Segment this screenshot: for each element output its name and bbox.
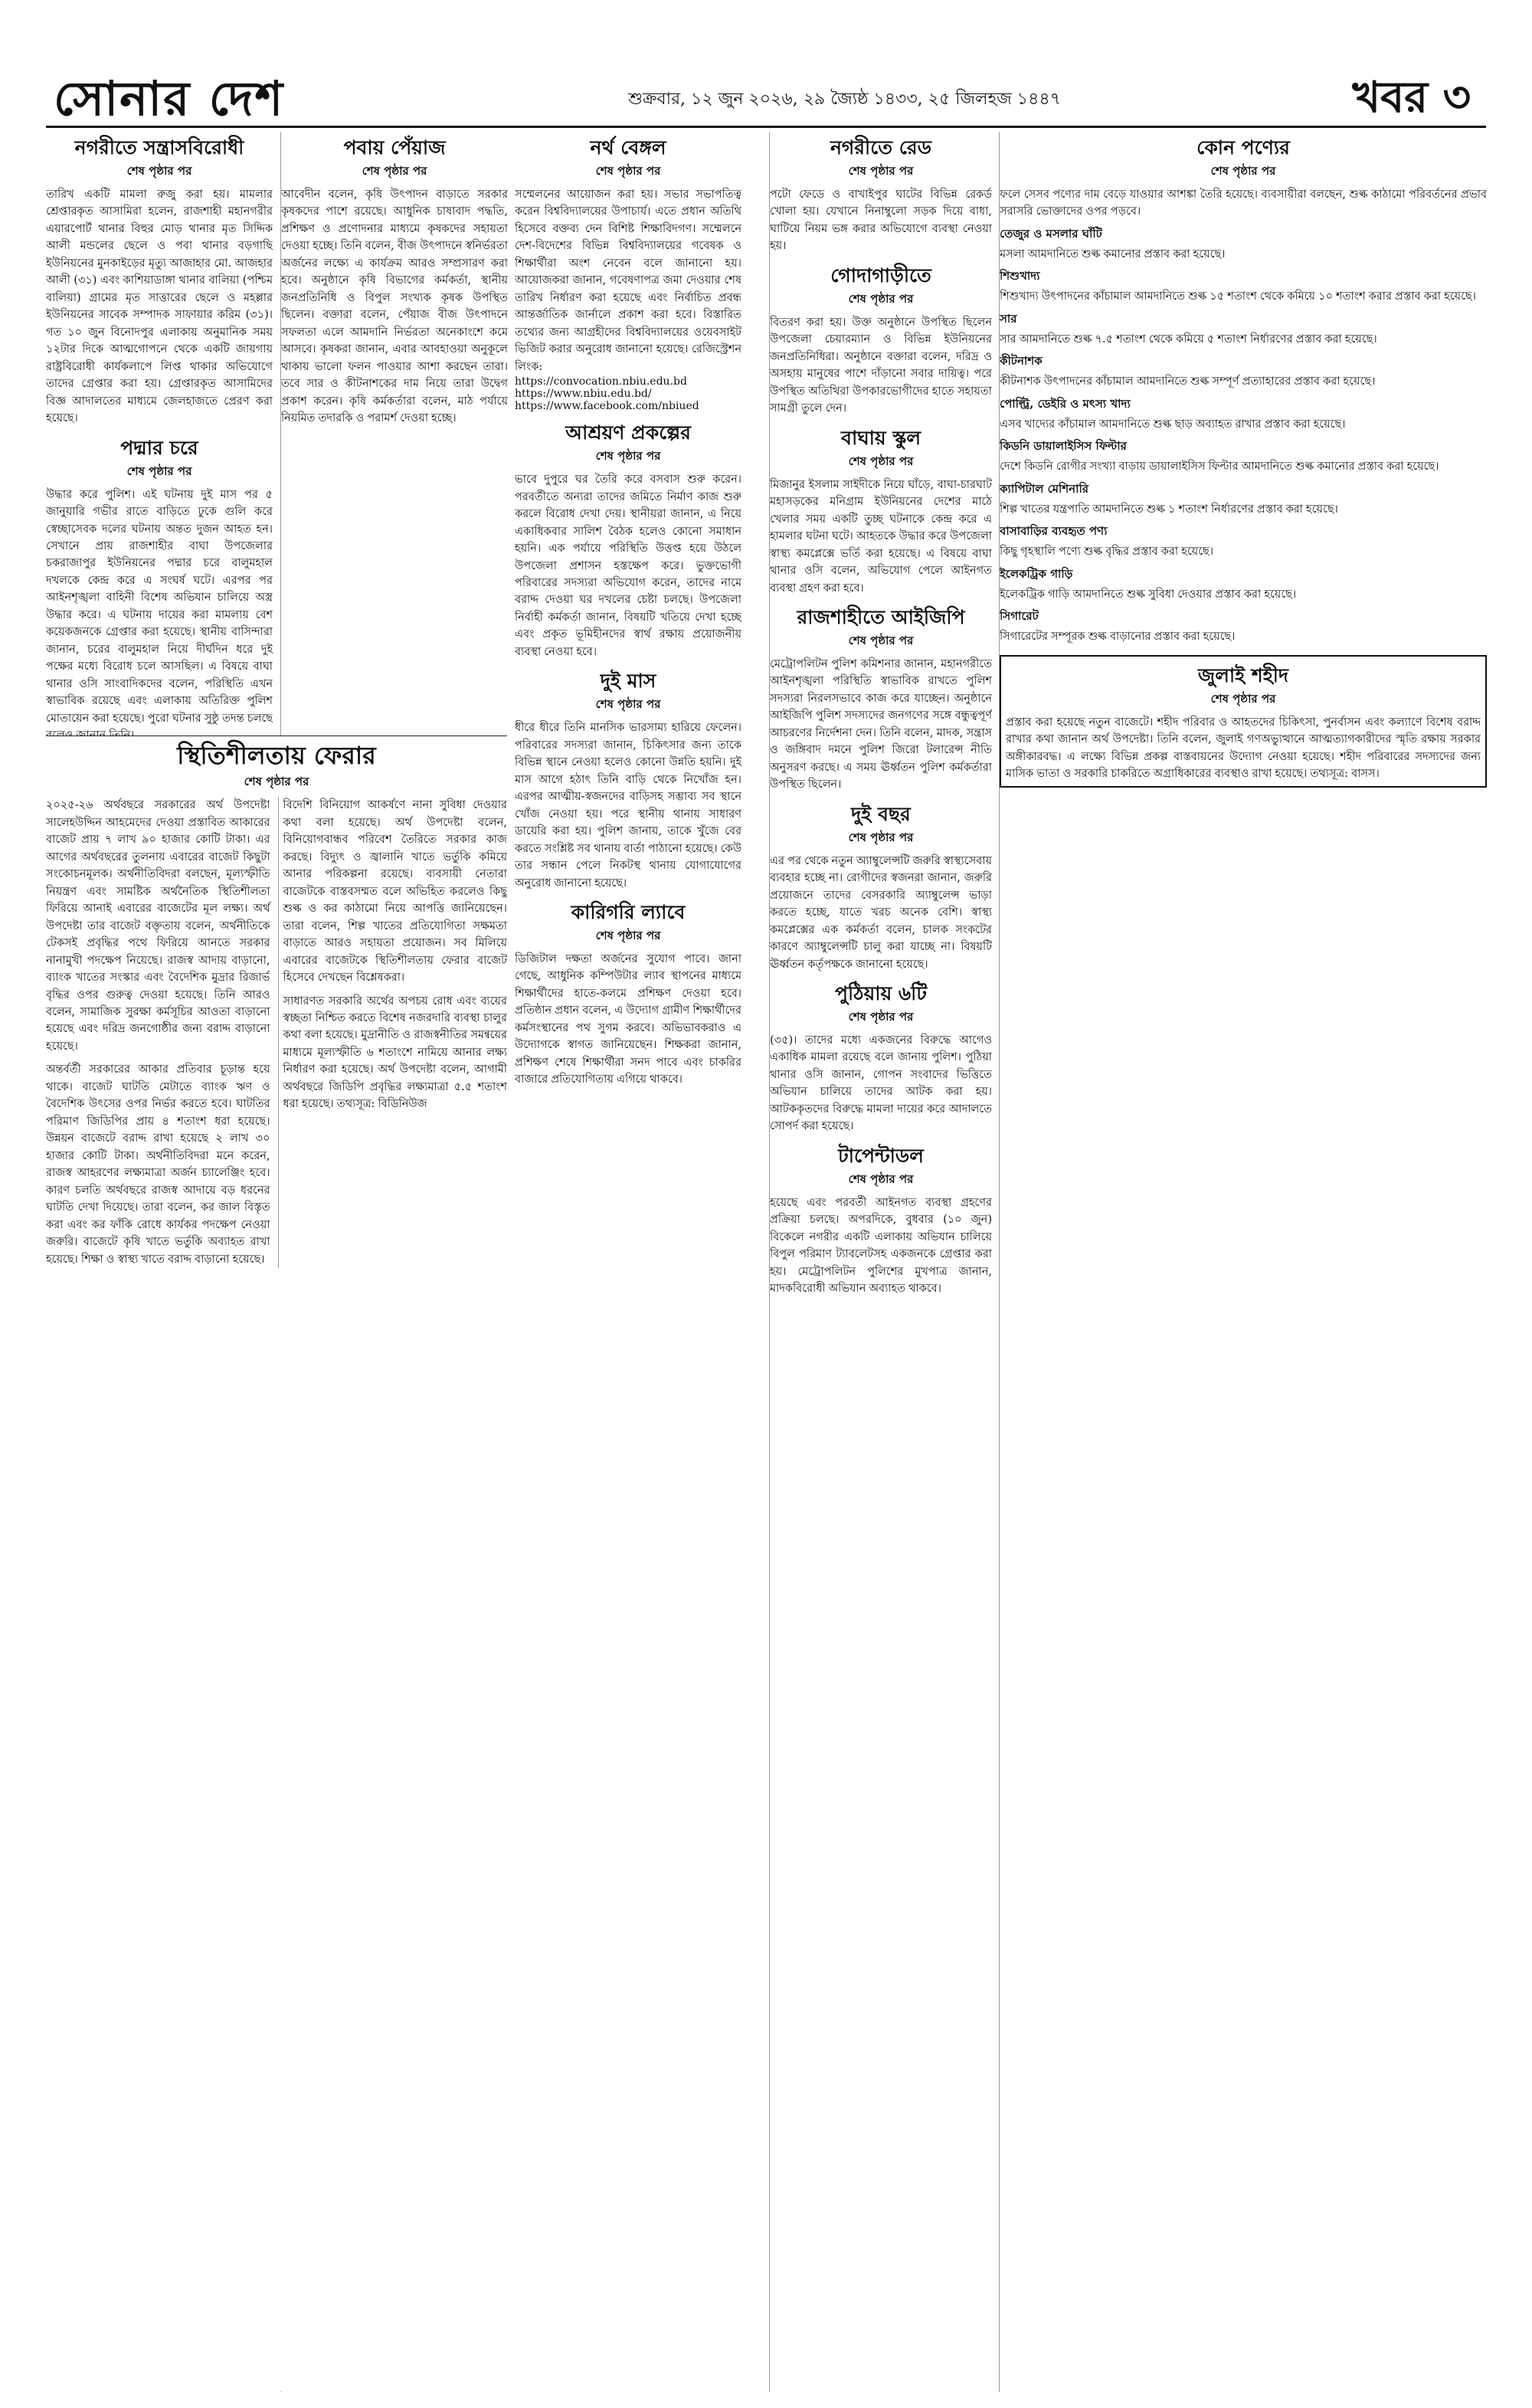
masthead xyxy=(46,60,1486,128)
tariff-item-text: মসলা আমদানিতে শুল্ক কমানোর প্রস্তাব করা হয়েছে। xyxy=(1000,247,1226,260)
column-3 xyxy=(515,132,741,2392)
tariff-item-name: ইলেকট্রিক গাড়ি xyxy=(1000,566,1073,581)
headline: আশ্রয়ণ প্রকল্পের xyxy=(565,421,691,444)
story-padmar-chore xyxy=(46,437,273,745)
story-stitishilota xyxy=(46,736,507,2391)
story-body: বিদেশি বিনিয়োগ আকর্ষণে নানা সুবিধা দেওয়ার কথা বলা হয়েছে। অর্থ উপদেষ্টা বলেন, বিনিয়োগবান্ধব পরিবেশ তৈরিতে সরকার কাজ করছে। বিদ্যুৎ ও জ্বালানি খাতে ভর্তুকি কমিয়ে আনার পরিকল্পনা রয়েছে। ব্যবসায়ী নেতারা বাজেটকে বাস্তবসম্মত বলে অভিহিত করলেও কিছু শুল্ক ও কর কাঠামো নিয়ে আপত্তি জানিয়েছেন। তারা বলেন, শিল্প খাতের প্রতিযোগিতা সক্ষমতা বাড়াতে আরও সহায়তা প্রয়োজন। সব মিলিয়ে এবারের বাজেটকে স্থিতিশীলতায় ফেরার বাজেট হিসেবে দেখছেন বিশ্লেষকরা। xyxy=(283,799,507,984)
story-body: তারিখ একটি মামলা রুজু করা হয়। মামলার শ্রেপ্তারকৃত আসামিরা হলেন, রাজশাহী মহানগরীর এয়ারপোর্ট থানার বিহুর মোড় থানার মৃত সিদ্দিক আলী মন্ডলের ছেলে ও পবা থানার বড়গাছি ইউনিয়নের মুনকাইড়ের মৃত্যু আজাহার মো. আজহার আলী (৩১) এবং কাশিয়াডাঙ্গা থানার বালিয়া (পশ্চিম বালিয়া) গ্রামের মৃত সাত্তারের ছেলে ও মহল্লার ইউনিয়নের সাবেক সম্পাদক সাফায়ার করিম (৩১)। গত ১০ জুন বিনোদপুর এলাকায় অনুমানিক সময় ১২টার দিকে আত্মগোপনে থেকে একটি জায়গায় রাষ্ট্রবিরোধী কার্যকলাপে লিপ্ত থাকার অভিযোগে তাদের গ্রেপ্তার করা হয়। গ্রেপ্তারকৃত আসামিদের বিজ্ঞ আদালতের মাধ্যমে জেলহাজতে প্রেরণ করা হয়েছে। xyxy=(46,188,273,425)
headline: দুই মাস xyxy=(600,670,656,693)
continued-label: শেষ পৃষ্ঠার পর xyxy=(126,464,192,478)
story-rajshahi-igp xyxy=(770,606,992,794)
continued-label: শেষ পৃষ্ঠার পর xyxy=(595,449,661,464)
continued-label: শেষ পৃষ্ঠার পর xyxy=(848,1010,914,1024)
tariff-item-text: সার আমদানিতে শুল্ক ৭.৫ শতাংশ থেকে কমিয়ে ৫ শতাংশ নির্ধারণের প্রস্তাব করা হয়েছে। xyxy=(1000,333,1377,346)
headline: টাপেন্টাডল xyxy=(838,1144,924,1167)
dateline: শুক্রবার, ১২ জুন ২০২৬, ২৯ জ্যৈষ্ঠ ১৪৩৩, ২৫ জিলহজ ১৪৪৭ xyxy=(628,90,1061,109)
story-body: পটো ফেডে ও বাখাইপুর ঘাটের বিভিন্ন রেকর্ড খোলা হয়। যেখানে নিনাম্বুলো সড়ক দিয়ে বাধা, ঘাটিয়ে নিয়ম ভঙ্গ করার অভিযোগে ব্যবস্থা নেওয়া হয়। xyxy=(770,188,992,253)
continued-label: শেষ পৃষ্ঠার পর xyxy=(848,1171,914,1186)
story-col-b xyxy=(278,797,508,1268)
continued-label: শেষ পৃষ্ঠার পর xyxy=(848,830,914,844)
continued-label: শেষ পৃষ্ঠার পর xyxy=(848,291,914,306)
tariff-item-text: কীটনাশক উৎপাদনের কাঁচামাল আমদানিতে শুল্ক সম্পূর্ণ প্রত্যাহারের প্রস্তাব করা হয়েছে। xyxy=(1000,375,1376,388)
headline: কোন পণ্যের xyxy=(1196,136,1290,159)
story-body: মেট্রোপলিটন পুলিশ কমিশনার জানান, মহানগরীতে আইনশৃঙ্খলা পরিস্থিতি স্বাভাবিক রাখতে পুলিশ সদস্যরা নিরলসভাবে কাজ করে যাচ্ছেন। অনুষ্ঠানে আইজিপি পুলিশ সদস্যদের জনগণের সঙ্গে বন্ধুত্বপূর্ণ আচরণের নির্দেশনা দেন। তিনি বলেন, মাদক, সন্ত্রাস ও জঙ্গিবাদ দমনে পুলিশ জিরো টলারেন্স নীতি অনুসরণ করছে। এ সময় ঊর্ধ্বতন পুলিশ কর্মকর্তারা উপস্থিত ছিলেন। xyxy=(770,657,992,791)
continued-label: শেষ পৃষ্ঠার পর xyxy=(362,164,427,178)
tariff-item-name: ক্যাপিটাল মেশিনারি xyxy=(1000,481,1089,496)
story-bagha-school xyxy=(770,427,992,597)
story-columns xyxy=(46,797,507,1268)
continued-label: শেষ পৃষ্ঠার পর xyxy=(848,164,914,178)
continued-label: শেষ পৃষ্ঠার পর xyxy=(848,633,914,647)
tariff-item-name: সার xyxy=(1000,311,1017,326)
newspaper-logo: সোনার দেশ xyxy=(54,70,285,126)
headline: স্থিতিশীলতায় ফেরার xyxy=(177,741,376,770)
continued-label: শেষ পৃষ্ঠার পর xyxy=(1210,164,1276,178)
tariff-item-name: সিগারেট xyxy=(1000,609,1039,624)
story-body: ভাবে দুপুরে ঘর তৈরি করে বসবাস শুরু করেন। পরবর্তীতে অন্যরা তাদের জমিতে নির্মাণ কাজ শুরু করলে বিরোধ দেখা দেয়। স্থানীয়রা জানান, এ নিয়ে একাধিকবার সালিশ বৈঠক হলেও কোনো সমাধান হয়নি। এক পর্যায়ে পরিস্থিতি উত্তপ্ত হয়ে উঠলে উপজেলা প্রশাসন হস্তক্ষেপ করে। ভুক্তভোগী পরিবারের সদস্যরা অভিযোগ করেন, তাদের নামে বরাদ্দ দেওয়া ঘর দখলের চেষ্টা চলছে। উপজেলা নির্বাহী কর্মকর্তা জানান, বিষয়টি খতিয়ে দেখা হচ্ছে এবং প্রকৃত ভূমিহীনদের স্বার্থ রক্ষায় প্রয়োজনীয় ব্যবস্থা নেওয়া হবে। xyxy=(515,473,741,658)
continued-label: শেষ পৃষ্ঠার পর xyxy=(1210,691,1276,706)
tariff-item-name: কীটনাশক xyxy=(1000,354,1043,369)
headline: গোদাগাড়ীতে xyxy=(830,264,931,287)
tariff-item-text: শিল্প খাতের যন্ত্রপাতি আমদানিতে শুল্ক ১ শতাংশ নির্ধারণের প্রস্তাব করা হয়েছে। xyxy=(1000,503,1338,516)
story-puthia xyxy=(770,982,992,1135)
link-convocation[interactable]: https://convocation.nbiu.edu.bd xyxy=(515,375,687,388)
story-body: ফলে সেসব পণ্যের দাম বেড়ে যাওয়ার আশঙ্কা তৈরি হয়েছে। ব্যবসায়ীরা বলছেন, শুল্ক কাঠামো পরিবর্তনের প্রভাব সরাসরি ভোক্তাদের ওপর পড়বে। xyxy=(1000,188,1487,218)
headline: পবায় পেঁয়াজ xyxy=(343,136,446,159)
headline: নগরীতে সন্ত্রাসবিরোধী xyxy=(74,136,244,159)
tariff-item-text: কিছু গৃহস্থালি পণ্যে শুল্ক বৃদ্ধির প্রস্তাব করা হয়েছে। xyxy=(1000,545,1213,559)
tariff-item-name: কিডনি ডায়ালাইসিস ফিল্টার xyxy=(1000,439,1127,454)
column-4 xyxy=(769,132,992,2392)
story-body: এর পর থেকে নতুন অ্যাম্বুলেন্সটি জরুরি স্বাস্থ্যসেবায় ব্যবহার হচ্ছে না। রোগীদের স্বজনরা জানান, জরুরি প্রয়োজনে তাদের বেসরকারি অ্যাম্বুলেন্স ভাড়া করতে হচ্ছে, যাতে খরচ অনেক বেশি। স্বাস্থ্য কমপ্লেক্সের এক কর্মকর্তা বলেন, চালক সংকটের কারণে অ্যাম্বুলেন্সটি চালু করা যাচ্ছে না। বিষয়টি ঊর্ধ্বতন কর্তৃপক্ষকে জানানো হয়েছে। xyxy=(770,854,992,971)
tariff-item-name: বাসাবাড়ির ব্যবহৃত পণ্য xyxy=(1000,524,1108,539)
headline: পদ্মার চরে xyxy=(120,436,198,459)
story-dui-bochor xyxy=(770,803,992,973)
continued-label: শেষ পৃষ্ঠার পর xyxy=(595,164,661,178)
story-body: ডিজিটাল দক্ষতা অর্জনের সুযোগ পাবে। জানা গেছে, আধুনিক কম্পিউটার ল্যাব স্থাপনের মাধ্যমে শিক্ষার্থীদের হাতে-কলমে প্রশিক্ষণ দেওয়া হবে। প্রতিষ্ঠান প্রধান বলেন, এ উদ্যোগ গ্রামীণ শিক্ষার্থীদের কর্মসংস্থানের পথ সুগম করবে। অভিভাবকরাও এ উদ্যোগকে স্বাগত জানিয়েছেন। শিক্ষকরা জানান, প্রশিক্ষণ শেষে শিক্ষার্থীরা সনদ পাবে এবং চাকরির বাজারে প্রতিযোগিতায় এগিয়ে থাকবে। xyxy=(515,953,741,1086)
story-nagorite-sontrash xyxy=(46,136,273,428)
story-godagari xyxy=(770,264,992,418)
link-website[interactable]: https://www.nbiu.edu.bd/ xyxy=(515,388,652,401)
tariff-item-text: দেশে কিডনি রোগীর সংখ্যা বাড়ায় ডায়ালাইসিস ফিল্টার আমদানিতে শুল্ক কমানোর প্রস্তাব করা হয়েছে। xyxy=(1000,460,1439,473)
tariff-item-list xyxy=(1000,225,1487,646)
tariff-item-text: শিশুখাদ্য উৎপাদনের কাঁচামাল আমদানিতে শুল্ক ১৫ শতাংশ থেকে কমিয়ে ১০ শতাংশ করার প্রস্তাব করা হয়েছে। xyxy=(1000,290,1476,303)
story-body: প্রস্তাব করা হয়েছে নতুন বাজেটে। শহীদ পরিবার ও আহতদের চিকিৎসা, পুনর্বাসন এবং কল্যাণে বিশেষ বরাদ্দ রাখার কথা জানান অর্থ উপদেষ্টা। তিনি বলেন, জুলাই গণঅভ্যুত্থানে আত্মত্যাগকারীদের স্মৃতি রক্ষায় সরকার অঙ্গীকারবদ্ধ। এ লক্ষ্যে বিভিন্ন প্রকল্প বাস্তবায়নের উদ্যোগ নেওয়া হয়েছে। শহীদ পরিবারের সদস্যদের জন্য মাসিক ভাতা ও সরকারি চাকরিতে অগ্রাধিকারের ব্যবস্থাও রাখা হয়েছে। তথ্যসূত্র: বাসস। xyxy=(1006,716,1481,781)
story-body: হয়েছে এবং পরবর্তী আইনগত ব্যবস্থা গ্রহণের প্রক্রিয়া চলছে। অপরদিকে, বুধবার (১০ জুন) বিকেলে নগরীর একটি এলাকায় অভিযান চালিয়ে বিপুল পরিমাণ ট্যাবলেটসহ একজনকে গ্রেপ্তার করা হয়। মেট্রোপলিটন পুলিশের মুখপাত্র জানান, মাদকবিরোধী অভিযান অব্যাহত থাকবে। xyxy=(770,1196,992,1296)
continued-label: শেষ পৃষ্ঠার পর xyxy=(848,454,914,468)
tariff-item-text: সিগারেটের সম্পূরক শুল্ক বাড়ানোর প্রস্তাব করা হয়েছে। xyxy=(1000,631,1236,644)
headline: দুই বছর xyxy=(851,802,911,825)
page-label xyxy=(1352,64,1471,136)
headline: পুঠিয়ায় ৬টি xyxy=(835,982,927,1004)
story-kon-poner xyxy=(1000,136,1487,646)
tariff-item-name: তেজুর ও মসলার ঘাঁটি xyxy=(1000,226,1102,241)
tariff-item-name: শিশুখাদ্য xyxy=(1000,269,1040,283)
story-ashroyon xyxy=(515,421,741,660)
story-tapentadol xyxy=(770,1145,992,1298)
story-body: অন্তর্বর্তী সরকারের আকার প্রতিবার চূড়ান্ত হয়ে থাকে। বাজেট ঘাটতি মেটাতে ব্যাংক ঋণ ও বৈদেশিক উৎসের ওপর নির্ভর করতে হবে। ঘাটতির পরিমাণ জিডিপির প্রায় ৪ শতাংশ ধরা হয়েছে। উন্নয়ন বাজেটে বরাদ্দ রাখা হয়েছে ২ লাখ ৩০ হাজার কোটি টাকা। অর্থনীতিবিদরা মনে করেন, রাজস্ব আহরণের লক্ষ্যমাত্রা অর্জন চ্যালেঞ্জিং হবে। কারণ চলতি অর্থবছরে রাজস্ব আদায়ে বড় ধরনের ঘাটতি দেখা দিয়েছে। তারা বলেন, কর জাল বিস্তৃত করা এবং কর ফাঁকি রোধে কার্যকর পদক্ষেপ নেওয়া জরুরি। বাজেটে কৃষি খাতে ভর্তুকি অব্যাহত রাখা হয়েছে। শিক্ষা ও স্বাস্থ্য খাতে বরাদ্দ বাড়ানো হয়েছে। xyxy=(46,1063,270,1266)
section-name: খবর xyxy=(1352,72,1429,123)
column-5 xyxy=(999,132,1487,2392)
headline: কারিগরি ল্যাবে xyxy=(571,901,686,923)
story-body: সাধারণত সরকারি অর্থের অপচয় রোধ এবং ব্যয়ের স্বচ্ছতা নিশ্চিত করতে বিশেষ নজরদারি ব্যবস্থা চালুর কথা বলা হয়েছে। মুদ্রানীতি ও রাজস্বনীতির সমন্বয়ের মাধ্যমে মূল্যস্ফীতি ৬ শতাংশে নামিয়ে আনার লক্ষ্য নির্ধারণ করা হয়েছে। অর্থ উপদেষ্টা বলেন, আগামী অর্থবছরে জিডিপি প্রবৃদ্ধির লক্ষ্যমাত্রা ৫.৫ শতাংশ ধরা হয়েছে। তথ্যসূত্র: বিডিনিউজ xyxy=(283,994,507,1111)
story-karigori xyxy=(515,901,741,1089)
continued-label: শেষ পৃষ্ঠার পর xyxy=(595,929,661,942)
headline: নগরীতে রেড xyxy=(830,136,931,159)
headline: রাজশাহীতে আইজিপি xyxy=(797,605,965,628)
headline: নর্থ বেঙ্গল xyxy=(590,136,666,159)
tariff-item-text: এসব খাদ্যের কাঁচামাল আমদানিতে শুল্ক ছাড় অব্যাহত রাখার প্রস্তাব করা হয়েছে। xyxy=(1000,418,1346,431)
tariff-item-name: পোল্ট্রি, ডেইরি ও মৎস্য খাদ্য xyxy=(1000,396,1131,411)
story-body: (৩৫)। তাদের মধ্যে একজনের বিরুদ্ধে আগেও একাধিক মামলা রয়েছে বলে জানায় পুলিশ। পুঠিয়া থানার ওসি জানান, গোপন সংবাদের ভিত্তিতে অভিযান চালিয়ে তাদের আটক করা হয়। আটককৃতদের বিরুদ্ধে মামলা দায়ের করে আদালতে সোপর্দ করা হয়েছে। xyxy=(770,1034,992,1133)
tariff-item-text: ইলেকট্রিক গাড়ি আমদানিতে শুল্ক সুবিধা দেওয়ার প্রস্তাব করা হয়েছে। xyxy=(1000,588,1297,601)
story-col-a xyxy=(46,797,270,1268)
story-dui-mas xyxy=(515,670,741,892)
headline: জুলাই শহীদ xyxy=(1197,663,1289,686)
story-body: আবেদীন বলেন, কৃষি উৎপাদন বাড়াতে সরকার কৃষকদের পাশে রয়েছে। আধুনিক চাষাবাদ পদ্ধতি, প্রশিক্ষণ ও প্রণোদনার মাধ্যমে কৃষকদের সহায়তা দেওয়া হচ্ছে। তিনি বলেন, বীজ উৎপাদনে স্বনির্ভরতা অর্জনের লক্ষ্যে এ কার্যক্রম আরও সম্প্রসারণ করা হবে। অনুষ্ঠানে কৃষি বিভাগের কর্মকর্তা, স্থানীয় জনপ্রতিনিধি ও বিপুল সংখ্যক কৃষক উপস্থিত ছিলেন। বক্তারা বলেন, পেঁয়াজ বীজ উৎপাদনে সফলতা এলে আমদানি নির্ভরতা অনেকাংশে কমে আসবে। কৃষকরা জানান, এবার আবহাওয়া অনুকূলে থাকায় ভালো ফলন পাওয়ার আশা করছেন তারা। তবে সার ও কীটনাশকের দাম নিয়ে তারা উদ্বেগ প্রকাশ করেন। কৃষি কর্মকর্তারা বলেন, মাঠ পর্যায়ে নিয়মিত তদারকি ও পরামর্শ দেওয়া হচ্ছে। xyxy=(281,188,508,425)
story-north-bengal xyxy=(515,136,741,412)
story-july-shahid xyxy=(1000,655,1487,788)
story-body: ২০২৫-২৬ অর্থবছরে সরকারের অর্থ উপদেষ্টা সালেহউদ্দিন আহমেদের দেওয়া প্রস্তাবিত আকারের বাজেট প্রায় ৭ লাখ ৯০ হাজার কোটি টাকা। এর আগের অর্থবছরের তুলনায় এবারের বাজেট কিছুটা সংকোচনমূলক। অর্থনীতিবিদরা বলছেন, মূল্যস্ফীতি নিয়ন্ত্রণ এবং সামষ্টিক অর্থনৈতিক স্থিতিশীলতা ফিরিয়ে আনাই এবারের বাজেটের মূল লক্ষ্য। অর্থ উপদেষ্টা তার বাজেট বক্তৃতায় বলেন, অর্থনীতিকে টেকসই প্রবৃদ্ধির পথে ফিরিয়ে আনতে সরকার নানামুখী পদক্ষেপ নিয়েছে। রাজস্ব আদায় বাড়ানো, ব্যাংক খাতের সংস্কার এবং বৈদেশিক মুদ্রার রিজার্ভ বৃদ্ধির ওপর গুরুত্ব দেওয়া হয়েছে। তিনি আরও বলেন, সামাজিক সুরক্ষা কর্মসূচির আওতা বাড়ানো হয়েছে এবং দরিদ্র জনগোষ্ঠীর জন্য বরাদ্দ বাড়ানো হয়েছে। xyxy=(46,799,270,1053)
story-nagorite-red xyxy=(770,136,992,255)
continued-label: শেষ পৃষ্ঠার পর xyxy=(126,164,192,178)
story-body: ধীরে ধীরে তিনি মানসিক ভারসাম্য হারিয়ে ফেলেন। পরিবারের সদস্যরা জানান, চিকিৎসার জন্য তাকে বিভিন্ন স্থানে নেওয়া হলেও কোনো উন্নতি হয়নি। দুই মাস আগে হঠাৎ তিনি বাড়ি থেকে নিখোঁজ হন। এরপর আত্মীয়-স্বজনদের বাড়িসহ সম্ভাব্য সব স্থানে খোঁজ নেওয়া হয়। পরে স্থানীয় থানায় সাধারণ ডায়েরি করা হয়। পুলিশ জানায়, তাকে খুঁজে বের করতে সংশ্লিষ্ট সব থানায় বার্তা পাঠানো হয়েছে। কেউ তার সন্ধান পেলে নিকটস্থ থানায় যোগাযোগের অনুরোধ জানানো হয়েছে। xyxy=(515,722,741,889)
story-body: মিজানুর ইসলাম সাইদীকে নিয়ে ঘাঁড়ে, বাঘা-চারঘাট মহাসড়কের মনিগ্রাম ইউনিয়নের দেশের মাঠে খেলার সময় একটি তুচ্ছ ঘটনাকে কেন্দ্র করে এ হামলার ঘটনা ঘটে। আহতকে উদ্ধার করে উপজেলা স্বাস্থ্য কমপ্লেক্সে ভর্তি করা হয়েছে। এ বিষয়ে বাঘা থানার ওসি বলেন, অভিযোগ পেলে আইনগত ব্যবস্থা গ্রহণ করা হবে। xyxy=(770,478,992,595)
link-facebook[interactable]: https://www.facebook.com/nbiued xyxy=(515,400,699,413)
continued-label: শেষ পৃষ্ঠার পর xyxy=(244,775,309,789)
story-body: সম্মেলনের আয়োজন করা হয়। সভার সভাপতিত্ব করেন বিশ্ববিদ্যালয়ের উপাচার্য। এতে প্রধান অতিথি হিসেবে বক্তব্য দেন বিশিষ্ট শিক্ষাবিদগণ। সম্মেলনে দেশ-বিদেশের বিভিন্ন বিশ্ববিদ্যালয়ের গবেষক ও শিক্ষার্থীরা অংশ নেবেন বলে জানানো হয়। আয়োজকরা জানান, গবেষণাপত্র জমা দেওয়ার শেষ তারিখ নির্ধারণ করা হয়েছে এবং নির্বাচিত প্রবন্ধ আন্তর্জাতিক জার্নালে প্রকাশ করা হবে। বিস্তারিত তথ্যের জন্য আগ্রহীদের বিশ্ববিদ্যালয়ের ওয়েবসাইট ভিজিট করার অনুরোধ জানানো হয়েছে। রেজিস্ট্রেশন লিংক: xyxy=(515,188,741,373)
page-number: ৩ xyxy=(1442,72,1471,123)
story-body: বিতরণ করা হয়। উক্ত অনুষ্ঠানে উপস্থিত ছিলেন উপজেলা চেয়ারম্যান ও বিভিন্ন ইউনিয়নের জনপ্রতিনিধিরা। অনুষ্ঠানে বক্তারা বলেন, দরিদ্র ও অসহায় মানুষের পাশে দাঁড়ানো সবার দায়িত্ব। পরে উপস্থিত অতিথিরা উপকারভোগীদের হাতে সহায়তা সামগ্রী তুলে দেন। xyxy=(770,316,992,415)
story-pobay-peyaj xyxy=(281,136,508,428)
headline: বাঘায় স্কুল xyxy=(841,426,921,449)
story-body: উদ্ধার করে পুলিশ। এই ঘটনায় দুই মাস পর ৫ জানুয়ারি গভীর রাতে বাড়িতে ঢুকে গুলি করে স্বেচ্ছাসেবক দলের ঘটনায় অন্তত দুজন আহত হন। সেখানে প্রায় রাজশাহীর বাঘা উপজেলার চকরাজাপুর ইউনিয়নের পদ্মার চরে বালুমহাল দখলকে কেন্দ্র করে এ সংঘর্ষ ঘটে। এরপর পর আইনশৃঙ্খলা বাহিনী বিশেষ অভিযান চালিয়ে অস্ত্র উদ্ধার করে। এ ঘটনায় দায়ের করা মামলায় বেশ কয়েকজনকে গ্রেপ্তার করা হয়েছে। স্থানীয় বাসিন্দারা জানান, চরের বালুমহাল নিয়ে দীর্ঘদিন ধরে দুই পক্ষের মধ্যে বিরোধ চলে আসছিল। এ বিষয়ে বাঘা থানার ওসি সাংবাদিকদের বলেন, পরিস্থিতি এখন স্বাভাবিক রয়েছে এবং এলাকায় অতিরিক্ত পুলিশ মোতায়েন করা হয়েছে। পুরো ঘটনার সুষ্ঠু তদন্ত চলছে xyxy=(46,488,273,725)
continued-label: শেষ পৃষ্ঠার পর xyxy=(595,697,661,712)
